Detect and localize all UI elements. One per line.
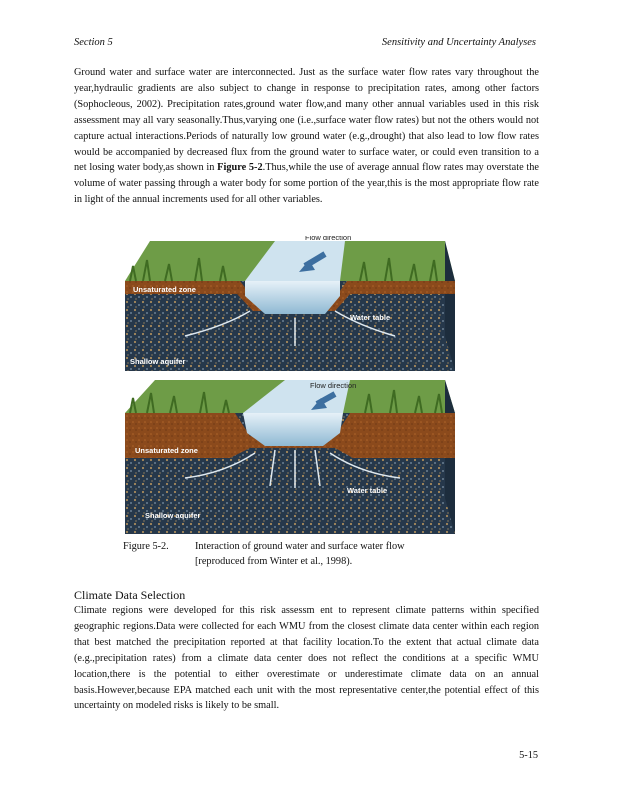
chapter-title: Sensitivity and Uncertainty Analyses [381, 37, 536, 48]
paragraph-groundwater [74, 65, 539, 208]
caption-number: Figure 5-2. [123, 541, 169, 552]
paragraph-climate: Climate regions were developed for this risk assessm ent to represent climate patterns within specified geographic regions.Data were collected for each WMU from the closest climate data center within each region that best matched the precipitation reported at that facility location.To the extent that actual climate data (e.g.,precipitation rates) from a climate data center does not reflect the conditions at a specific WMU location,there is the potential to either overestimate or underestimate climate data on an annual basis.However,because EPA matched each unit with the most representative center,the potential effect of this uncertainty on modeled risks is likely to be small. [74, 605, 539, 712]
gaining-stream-diagram [125, 236, 455, 371]
unsaturated-zone-label: Unsaturated zone [135, 446, 198, 455]
unsaturated-zone-label: Unsaturated zone [133, 285, 196, 294]
losing-stream-diagram [125, 378, 455, 534]
water-table-label: Water table [347, 486, 388, 495]
section-label: Section 5 [74, 37, 113, 48]
flow-direction-label: Flow direction [305, 236, 352, 242]
flow-direction-label: Flow direction [310, 381, 357, 390]
shallow-aquifer-label: Shallow aquifer [145, 511, 201, 520]
page-number: 5-15 [519, 750, 538, 761]
shallow-aquifer-label: Shallow aquifer [130, 357, 186, 366]
paragraph-text-end: .Thus,while the use of average annual flow rates may overstate the volume of water passing through a water body for some portion of the year,this is the most appropriate flow rate in light of the annual increments used for all other variables. [74, 162, 539, 206]
figure-reference: Figure 5-2 [217, 162, 263, 174]
paragraph-text: Ground water and surface water are interconnected. Just as the surface water flow rates vary throughout the year,hydraulic gradients are also subject to change in response to precipitation rates, among other factors (Sophocleous, 2002). Precipitation rates,ground water flow,and many other annual variables used in this risk assessment may all vary seasonally.Thus,varying one (i.e.,surface water flow rates) but not the others would not capture actual interactions.Periods of naturally low ground water (e.g.,drought) that also lead to low flow rates would be accompanied by decreased flux from the ground water to surface water, or could even transition to a net losing water body,as shown in [74, 67, 539, 174]
section-heading: Climate Data Selection [74, 588, 186, 602]
caption-source: [reproduced from Winter et al., 1998). [195, 556, 353, 567]
water-table-label: Water table [350, 313, 391, 322]
caption-text: Interaction of ground water and surface water flow [195, 541, 405, 552]
